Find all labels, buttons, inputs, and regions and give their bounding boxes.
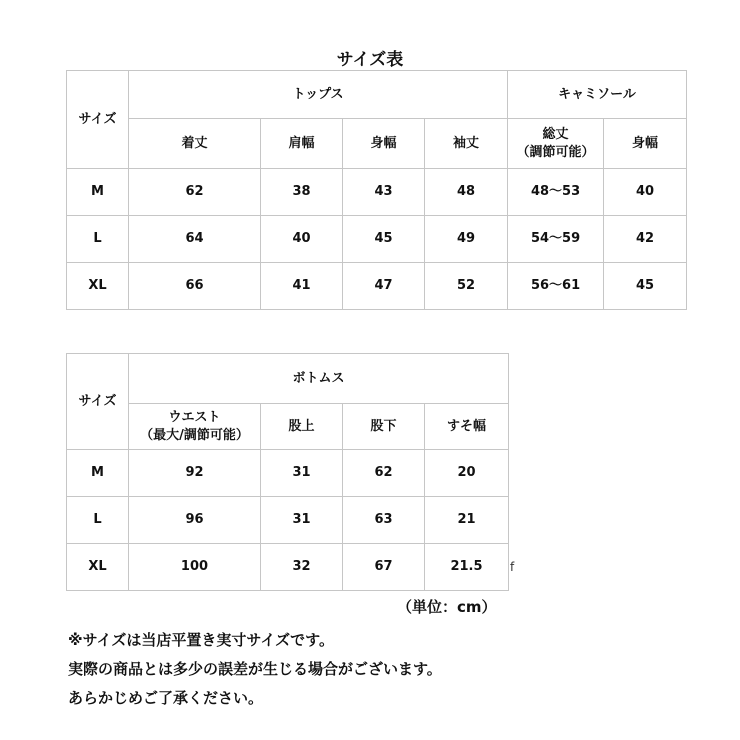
table-row [67, 169, 687, 216]
page-title: サイズ表 [336, 50, 404, 70]
value-cell: 20 [425, 450, 509, 497]
value-cell: 54～59 [508, 216, 604, 263]
value-cell: 96 [129, 497, 261, 544]
adjustable-note: （調節可能） [516, 144, 595, 160]
table-row [67, 216, 687, 263]
table-row [67, 450, 509, 497]
size-cell: L [67, 216, 129, 263]
table-row [67, 544, 509, 591]
col-header-total-length [508, 119, 604, 169]
total-length-label: 総丈 [542, 126, 569, 142]
value-cell: 100 [129, 544, 261, 591]
bottoms-group-header: ボトムス [129, 354, 509, 404]
bottoms-size-table [66, 353, 509, 591]
value-cell: 43 [343, 169, 425, 216]
size-cell: L [67, 497, 129, 544]
value-cell: 52 [425, 263, 508, 310]
value-cell: 48～53 [508, 169, 604, 216]
col-header-width: 身幅 [343, 119, 425, 169]
table-row [67, 497, 509, 544]
value-cell: 21.5 [425, 544, 509, 591]
value-cell: 92 [129, 450, 261, 497]
col-header-shoulder: 肩幅 [261, 119, 343, 169]
size-header: サイズ [67, 71, 129, 169]
col-header-inseam: 股下 [343, 404, 425, 450]
value-cell: 31 [261, 497, 343, 544]
note-line: ※サイズは当店平置き実寸サイズです。 [68, 631, 334, 649]
note-line: 実際の商品とは多少の誤差が生じる場合がございます。 [68, 660, 442, 678]
size-cell: M [67, 450, 129, 497]
col-header-sleeve: 袖丈 [425, 119, 508, 169]
stray-mark: f [510, 560, 515, 574]
size-header: サイズ [67, 354, 129, 450]
tops-group-header: トップス [129, 71, 508, 119]
value-cell: 31 [261, 450, 343, 497]
value-cell: 41 [261, 263, 343, 310]
tops-size-table [66, 70, 687, 310]
notes [68, 626, 442, 713]
value-cell: 67 [343, 544, 425, 591]
waist-label: ウエスト [168, 409, 221, 425]
note-line: あらかじめご了承ください。 [68, 689, 264, 707]
value-cell: 38 [261, 169, 343, 216]
value-cell: 32 [261, 544, 343, 591]
value-cell: 62 [343, 450, 425, 497]
value-cell: 48 [425, 169, 508, 216]
value-cell: 21 [425, 497, 509, 544]
col-header-rise: 股上 [261, 404, 343, 450]
value-cell: 40 [261, 216, 343, 263]
col-header-length: 着丈 [129, 119, 261, 169]
camisole-group-header: キャミソール [508, 71, 687, 119]
size-cell: XL [67, 544, 129, 591]
waist-note: （最大/調節可能） [140, 427, 249, 443]
value-cell: 66 [129, 263, 261, 310]
value-cell: 40 [604, 169, 687, 216]
col-header-hem-width: すそ幅 [425, 404, 509, 450]
col-header-cami-width: 身幅 [604, 119, 687, 169]
value-cell: 42 [604, 216, 687, 263]
value-cell: 63 [343, 497, 425, 544]
value-cell: 62 [129, 169, 261, 216]
size-cell: M [67, 169, 129, 216]
table-row [67, 263, 687, 310]
col-header-waist [129, 404, 261, 450]
value-cell: 45 [604, 263, 687, 310]
value-cell: 45 [343, 216, 425, 263]
value-cell: 64 [129, 216, 261, 263]
value-cell: 49 [425, 216, 508, 263]
unit-label: （単位：cm） [397, 598, 497, 616]
value-cell: 56～61 [508, 263, 604, 310]
value-cell: 47 [343, 263, 425, 310]
size-cell: XL [67, 263, 129, 310]
